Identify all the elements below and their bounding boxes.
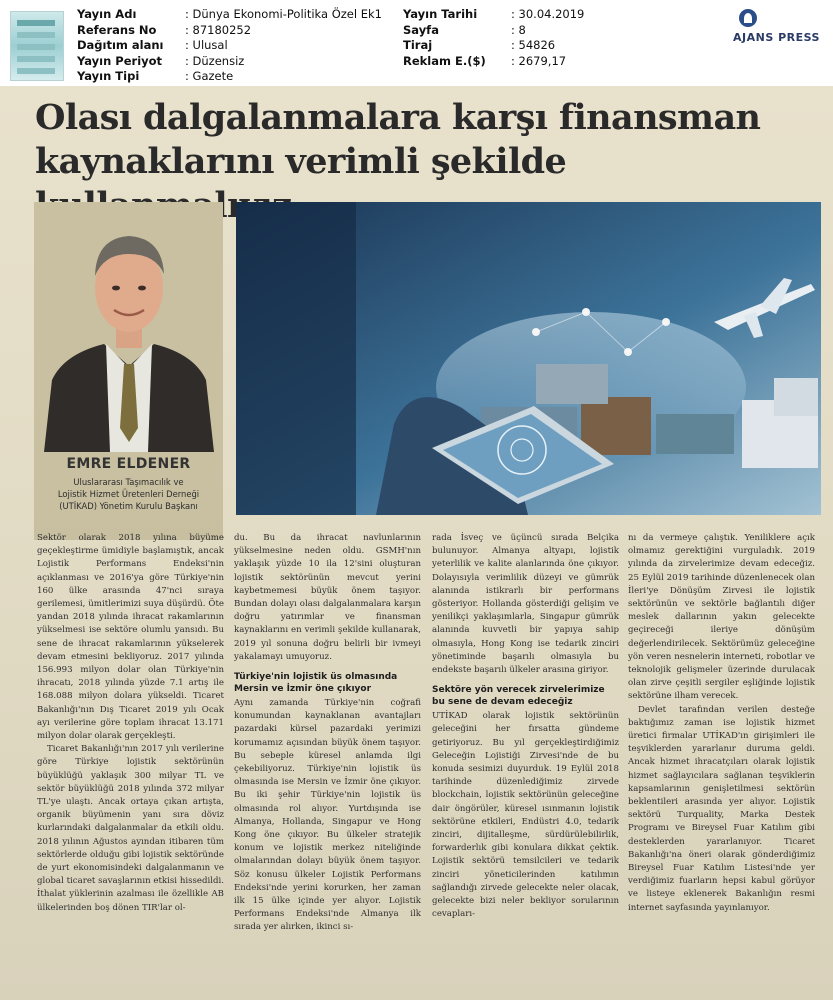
meta-key: Tiraj — [403, 38, 433, 53]
author-name: EMRE ELDENER — [66, 456, 191, 472]
newspaper-clipping — [0, 86, 833, 1000]
logo-mark-icon — [739, 9, 757, 27]
meta-value: : 8 — [511, 22, 526, 37]
meta-value: : 54826 — [511, 38, 556, 53]
meta-value: : 2679,17 — [511, 53, 567, 68]
meta-key: Yayın Tipi — [77, 69, 140, 84]
article-column-2 — [234, 532, 421, 935]
ajans-press-logo — [733, 9, 825, 49]
meta-value: : Dünya Ekonomi-Politika Özel Ek1 — [185, 7, 382, 21]
paragraph: UTİKAD olarak lojistik sektörünün geleceğini her fırsatta gündeme getiriyoruz. Bu yıl gerçekleştirdiğimiz Geleceğin Lojistiği Zirvesi'nde de bu konuda sesimizi duyurduk. 19 Eylül 2018 tarihinde düzenlediğimiz zirvede blockchain, lojistik sektörünün geleceğine dair öngörüler, küresel ısınmanın lojistik sektörüne etkileri, Endüstri 4.0, tedarik zinciri, dijitalleşme, sürdürülebilirlik, forwarderlık gibi konulara dikkat çektik. Lojistik sektörü temsilcileri ve tedarik zinciri yöneticilerinden katılımın sağlandığı zirvede gelecekte neler olacak, gelecekte bizi neler bekliyor sorularının cevapları- — [432, 711, 619, 920]
paragraph: Devlet tarafından verilen desteğe baktığımız zaman ise lojistik hizmet üretici firmalar UTİKAD'ın girişimleri ile teşviklerden yararlanır duruma geldi. Ancak hizmet ihracatçıları olarak lojistik hizmet sağlayıcılara sağlanan teşviklerin kapsamlarının genişletilmesi sektörün beklentileri arasında yer alıyor. Lojistik sektörü Turquality, Marka Destek Programı ve Bireysel Fuar Katılım gibi desteklerden yararlanıyor. Ticaret Bakanlığı'na öneri olarak gönderdiğimiz Bireysel Fuar Katılım Listesi'nde yer verdiğimiz fuarların hepsi kabul görüyor ve listeye eklenerek Bakanlığın resmi internet sayfasında yayınlanıyor. — [628, 704, 815, 913]
headline-line: Olası dalgalanmalara karşı finansman — [35, 97, 761, 138]
paragraph: du. Bu da ihracat navlunlarının yükselmesine neden oldu. GSMH'nın yaklaşık yüzde 10 ila 12'sini oluşturan lojistik sektörünün mevcut yerini kaybetmemesi büyük önem taşıyor. Bundan dolayı olası dalgalanmalara karşın doğru yatırımlar ve finansman kaynaklarını en verimli şekilde kullanarak, 2019 yıl sonuna doğru belirli bir ivmeyi yakalamayı umuyoruz. — [234, 533, 421, 662]
meta-row — [77, 38, 382, 54]
subheading: Türkiye'nin lojistik üs olmasında Mersin ve İzmir öne çıkıyor — [234, 672, 398, 695]
logo-text: AJANS PRESS — [733, 31, 820, 44]
meta-row — [77, 69, 382, 85]
meta-row — [403, 54, 584, 70]
role-line: Lojistik Hizmet Üretenleri Derneği — [57, 489, 200, 499]
meta-value: : Düzensiz — [185, 53, 245, 68]
meta-value: : Ulusal — [185, 38, 228, 53]
role-line: (UTİKAD) Yönetim Kurulu Başkanı — [59, 501, 198, 511]
article-column-1 — [37, 532, 224, 915]
meta-row — [77, 23, 382, 39]
meta-row — [77, 54, 382, 70]
meta-row — [403, 7, 584, 23]
meta-left — [77, 7, 382, 85]
meta-row — [403, 23, 584, 39]
page-thumbnail[interactable] — [10, 11, 64, 81]
meta-key: Referans No — [77, 22, 157, 37]
paragraph: Aynı zamanda Türkiye'nin coğrafi konumundan kaynaklanan avantajları pazardaki kürsel pazardaki yerimizi korumamız açısından büyük önem taşıyor. Bu sebeple küresel anlamda ilgi çekebiliyoruz. Türkiye'nin lojistik üs olmasında ise Mersin ve İzmir öne çıkıyor. Bu iki şehir Türkiye'nin lojistik üs olmasında rol alıyor. Yurtdışında ise Almanya, Hollanda, Singapur ve Hong Kong öne çıkıyor. Bu ülkeler stratejik konum ve lojistik merkez niteliğinde olmalarından dolayı büyük önem taşıyor. Söz konusu ülkeler Lojistik Performans Endeksi'nde yerini korurken, her zaman ilk 15 ülke içinde yer alıyor. Lojistik Performans Endeksi'nde Almanya ilk sırada yer alırken, ikinci sı- — [234, 698, 421, 933]
meta-key: Yayın Periyot — [77, 53, 163, 68]
portrait-illustration — [34, 202, 223, 452]
meta-key: Sayfa — [403, 22, 439, 37]
logistics-photo — [236, 202, 821, 515]
article-column-3 — [432, 532, 619, 921]
meta-value: : 87180252 — [185, 22, 252, 37]
meta-key: Yayın Tarihi — [403, 7, 478, 21]
paragraph: nı da vermeye çalıştık. Yeniliklere açık olmamız gerektiğini vurguladık. 2019 yılında da zirvelerimize devam edeceğiz. 25 Eylül 2019 tarihinde düzenlenecek olan İleri'ye Dönüşüm Zirvesi ile lojistik sektörünün ve sektörle bağlantılı diğer meslek dallarının yakın gelecekte geçireceği ileriye dönüşüm değerlendirilecek. Sektörümüz geleceğine yön veren nesnelerin interneti, robotlar ve teknolojik gelişmeler üzerinde durulacak olan zirve çeşitli sergiler eşliğinde lojistik sektörüne ilham verecek. — [628, 533, 815, 702]
paragraph: Sektör olarak 2018 yılına büyüme geçekleştirme ümidiyle başlamıştık, ancak Lojistik Performans Endeksi'nin açıklanması ve 2016'ya göre Türkiye'nin 160 ülke arasında 47'nci sıraya gerilemesi, ümitlerimizi suya düşürdü. Öte yandan 2018 yılında ihracat rakamlarının yükselmesi ise sektöre olumlu yansıdı. Bu sene de ihracat rakamlarının yükselerek devam etmesini bekliyoruz. 2017 yılında 156.993 milyon dolar olan Türkiye'nin ihracatı, 2018 yılında yüzde 7.1 artış ile 168.088 milyon dolara yükseldi. Ticaret Bakanlığı'nın Dış Ticaret 2019 yılı Ocak ayı verilerine göre toplam ihracat 13.171 milyon dolar olarak gerçekleşti. — [37, 533, 224, 742]
meta-key: Yayın Adı — [77, 7, 137, 21]
meta-key: Reklam E.($) — [403, 53, 486, 68]
meta-row — [77, 7, 382, 23]
meta-key: Dağıtım alanı — [77, 38, 164, 53]
logistics-illustration — [236, 202, 821, 515]
role-line: Uluslararası Taşımacılık ve — [73, 477, 184, 487]
author-role — [40, 476, 217, 512]
clipping-header — [0, 0, 833, 84]
article-column-4 — [628, 532, 815, 915]
paragraph: Ticaret Bakanlığı'nın 2017 yılı verilerine göre Türkiye lojistik sektörünün büyüklüğü yaklaşık 300 milyar TL ve sektör büyüklüğü 2018 yılında 372 milyar TL'ye ulaştı. Ancak ortaya çıkan artışta, organik büyümenin yanı sıra döviz kurlarındaki dalgalanmalar da etkili oldu. 2018 yılının Ağustos ayından itibaren tüm sektörlerde olduğu gibi lojistik sektöründe de yurt ekonomisindeki dalgalanmanın ve global ticaret savaşlarının etkisi hissedildi. İthalat yüklerinin azalması ile özellikle AB ülkelerinden boş dönen TIR'lar ol- — [37, 744, 224, 913]
paragraph: rada İsveç ve üçüncü sırada Belçika bulunuyor. Almanya altyapı, lojistik yeterlilik ve kalite alanlarında öne çıkıyor. Dolayısıyla verimlilik düzeyi ve gümrük alanında istikrarlı bir performans gösteriyor. Hollanda gösterdiği gelişim ve yenilikçi yaklaşımlarla, Singapur gümrük alanında kuvvetli bir yapıya sahip olmasıyla, Hong Kong ise tedarik zinciri yönetiminde başarılı olmasıyla bu endekste başarılı ülkeler arasına giriyor. — [432, 533, 619, 676]
subheading: Sektöre yön verecek zirvelerimize bu sene de devam edeceğiz — [432, 685, 605, 708]
meta-value: : 30.04.2019 — [511, 7, 585, 21]
meta-value: : Gazete — [185, 69, 234, 84]
meta-right — [403, 7, 584, 69]
headline-line: kaynaklarını verimli şekilde — [35, 141, 567, 182]
meta-row — [403, 38, 584, 54]
